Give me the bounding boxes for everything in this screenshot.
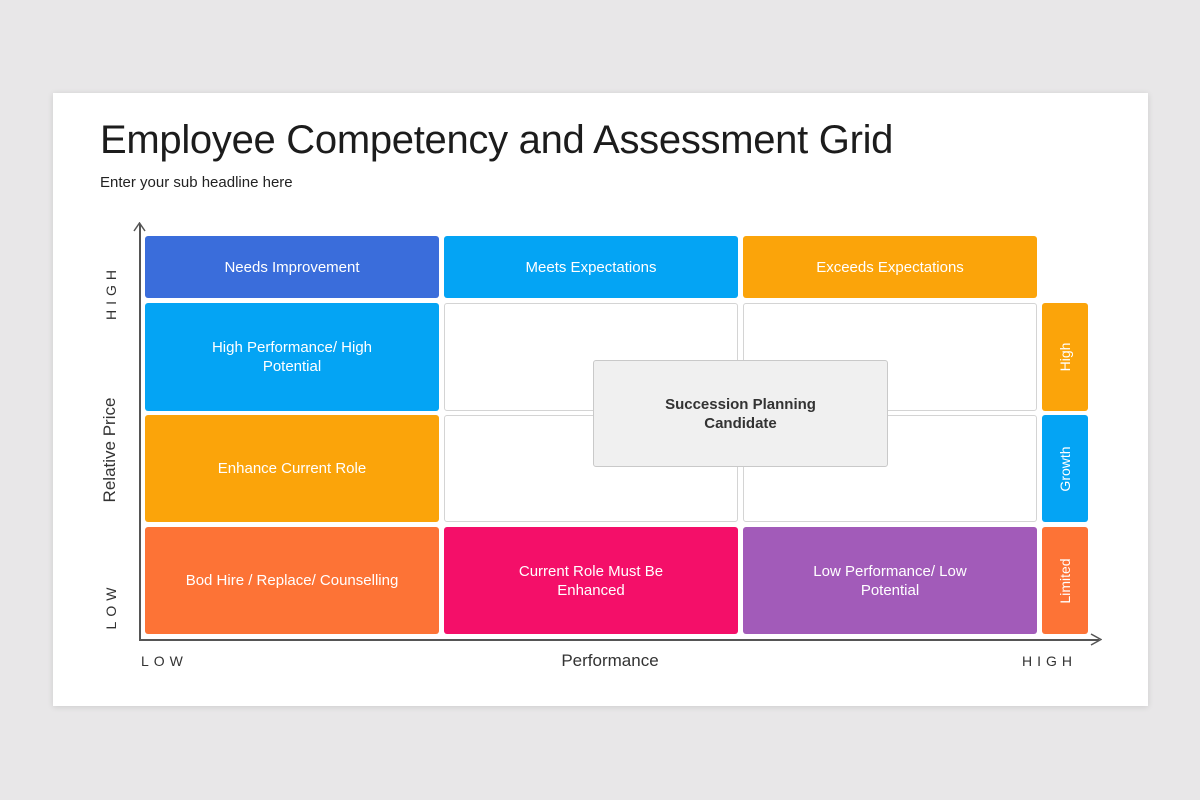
cell-current-role-must-be-enhanced: Current Role Must Be Enhanced — [444, 527, 738, 634]
y-axis-high-label: HIGH — [103, 265, 119, 320]
slide-subtitle: Enter your sub headline here — [100, 174, 293, 191]
y-axis-low-label: LOW — [103, 582, 119, 630]
header-meets-expectations: Meets Expectations — [444, 236, 738, 298]
slide-title: Employee Competency and Assessment Grid — [100, 118, 894, 162]
cell-enhance-current-role: Enhance Current Role — [145, 415, 439, 522]
y-axis-arrow-icon — [133, 222, 146, 232]
side-label-high — [1042, 303, 1088, 411]
x-axis-title: Performance — [561, 651, 659, 670]
cell-high-performance-high-potential: High Performance/ High Potential — [145, 303, 439, 411]
y-axis-title: Relative Price — [100, 397, 119, 503]
side-label-high-text: High — [1057, 342, 1073, 372]
side-label-growth-text: Growth — [1057, 445, 1073, 492]
succession-planning-box: Succession Planning Candidate — [593, 360, 888, 467]
cell-low-performance-low-potential: Low Performance/ Low Potential — [743, 527, 1037, 634]
header-exceeds-expectations: Exceeds Expectations — [743, 236, 1037, 298]
side-label-growth — [1042, 415, 1088, 522]
header-needs-improvement: Needs Improvement — [145, 236, 439, 298]
x-axis-arrow-icon — [1090, 633, 1102, 646]
x-axis-low-label: LOW — [141, 653, 188, 669]
side-label-limited-text: Limited — [1057, 557, 1073, 604]
y-axis-line — [139, 224, 141, 640]
x-axis-high-label: HIGH — [1022, 653, 1077, 669]
cell-bod-hire-replace-counselling: Bod Hire / Replace/ Counselling — [145, 527, 439, 634]
x-axis-line — [139, 639, 1099, 641]
side-label-limited — [1042, 527, 1088, 634]
